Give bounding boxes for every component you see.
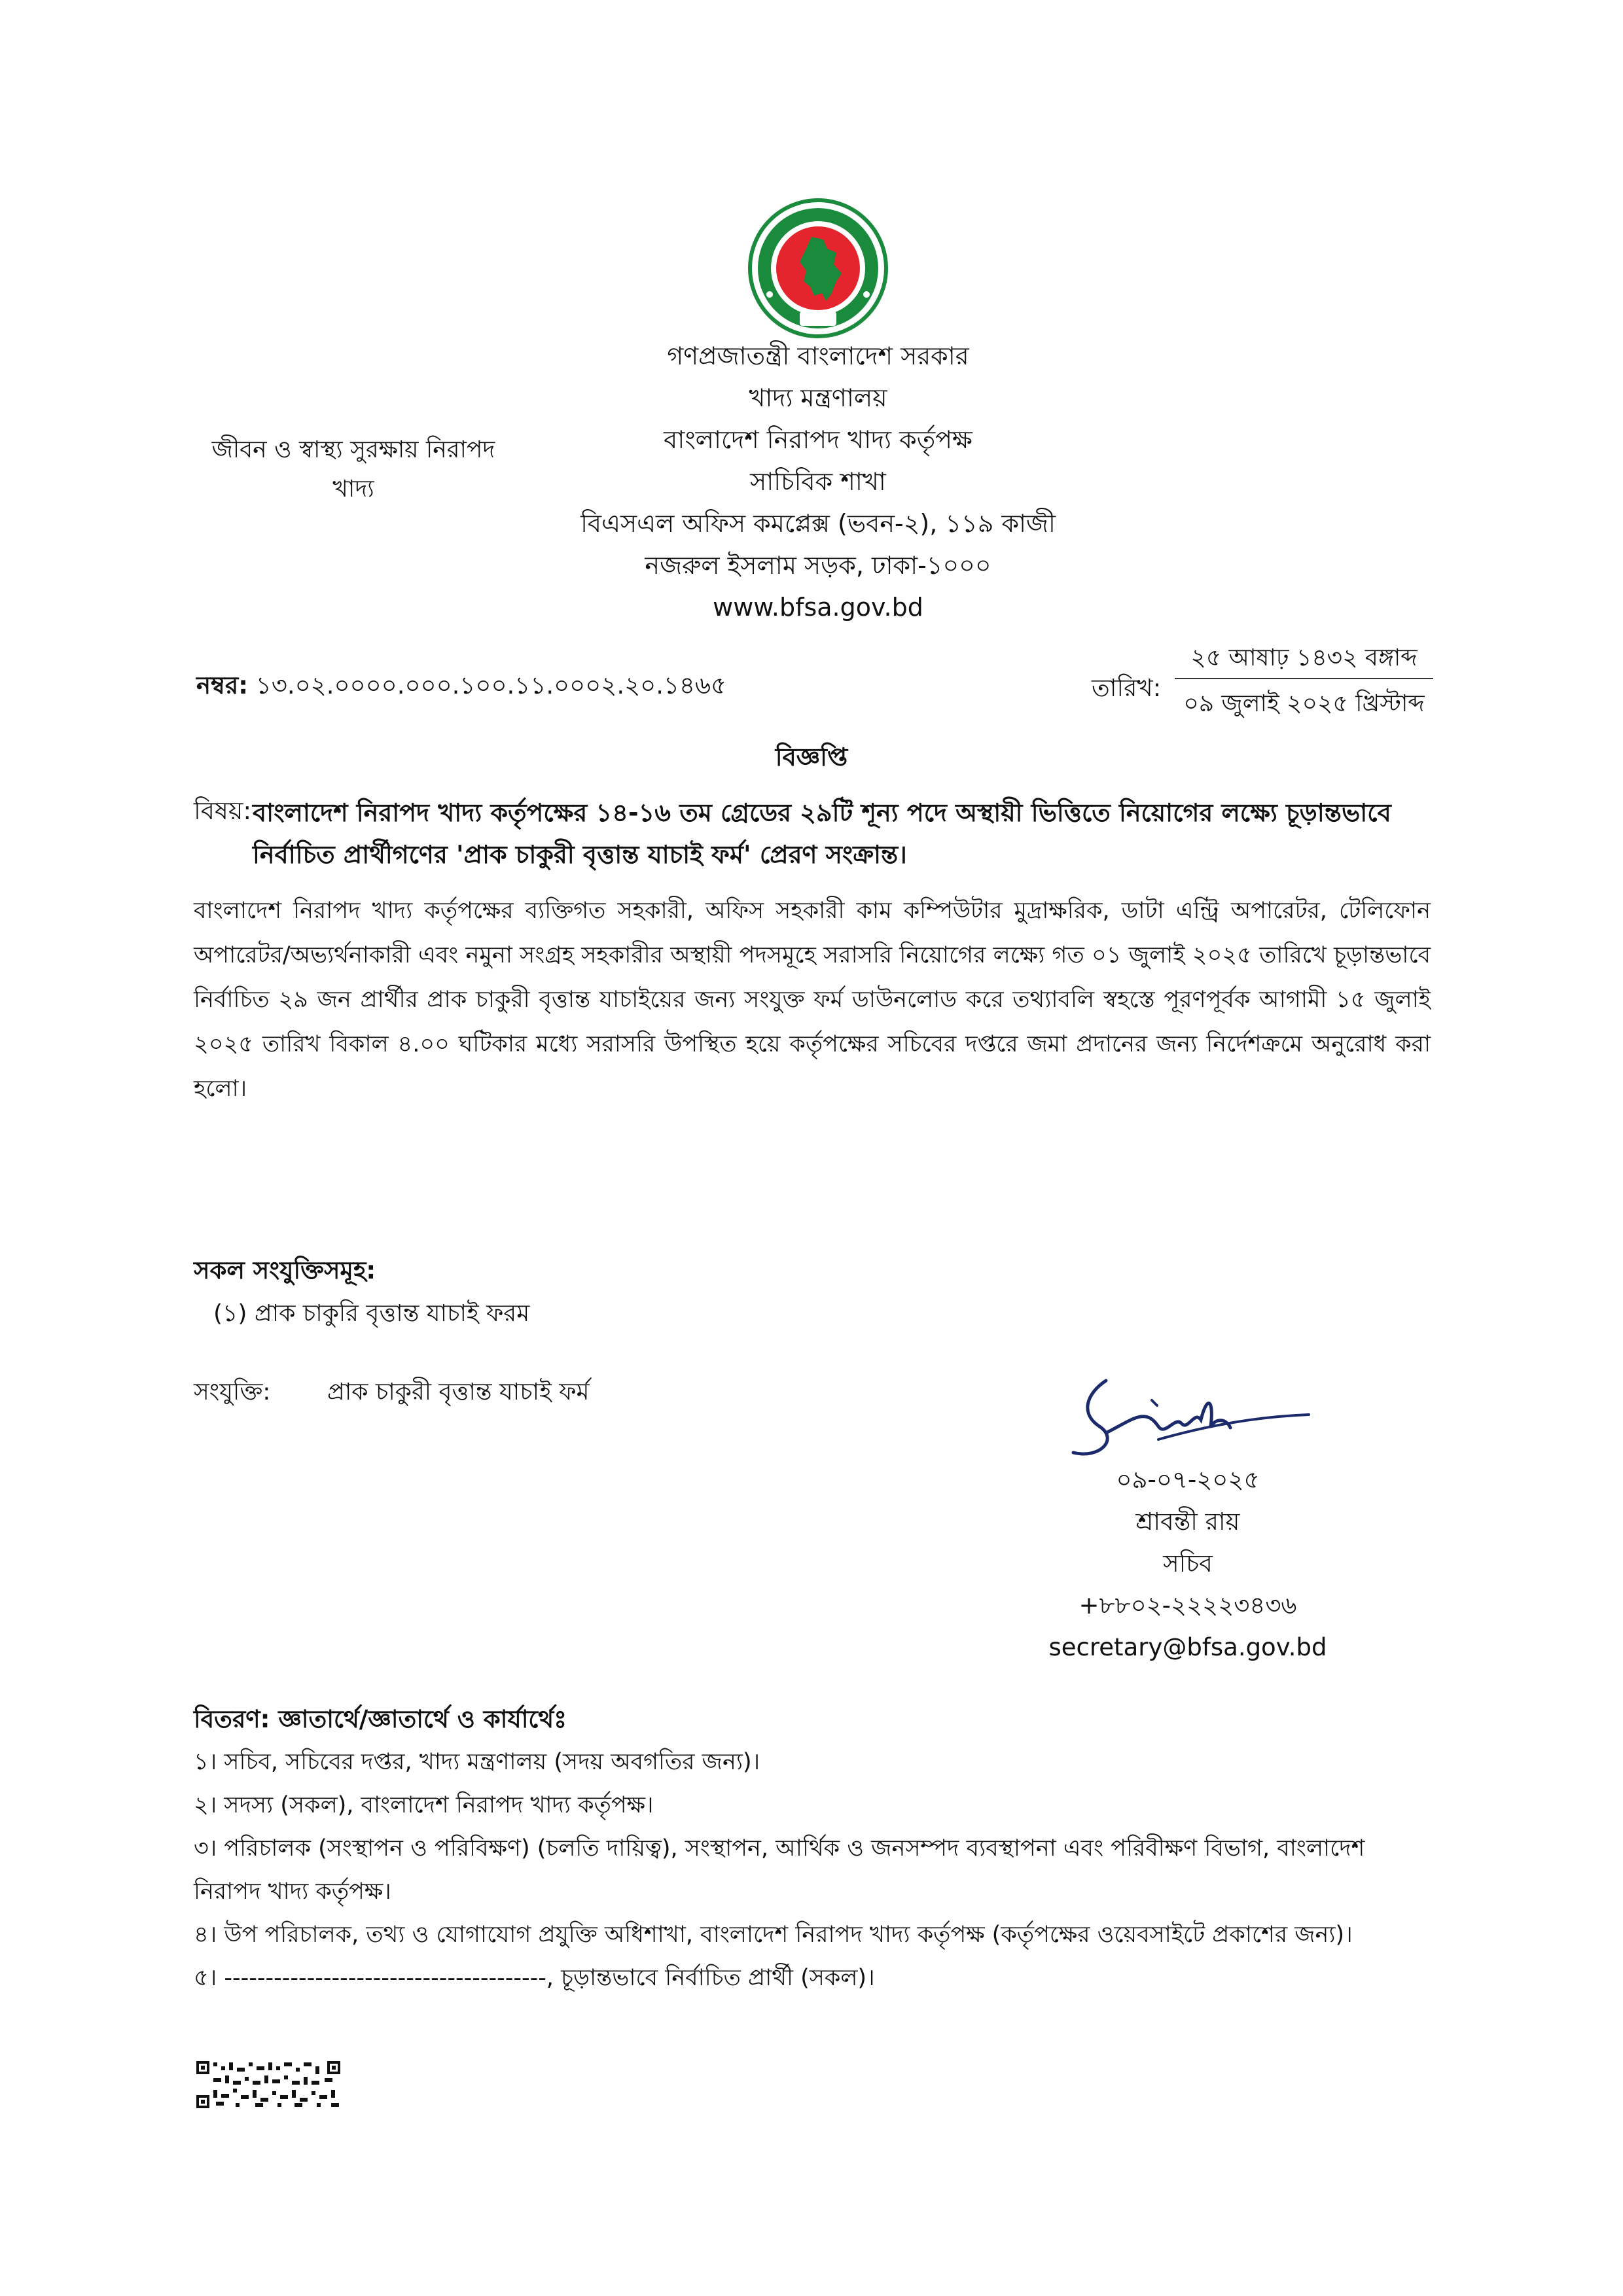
distribution-heading: বিতরণ: জ্ঞাতার্থে/জ্ঞাতার্থে ও কার্যার্থেঃ bbox=[194, 1705, 567, 1733]
date-divider bbox=[1175, 678, 1433, 679]
header-line-address-1: বিএসএল অফিস কমপ্লেক্স (ভবন-২), ১১৯ কাজী bbox=[580, 509, 1056, 538]
distribution-item: ৫। ---------------------------------------, চূড়ান্তভাবে নির্বাচিত প্রার্থী (সকল)। bbox=[194, 1965, 875, 1991]
header-line-government: গণপ্রজাতন্ত্রী বাংলাদেশ সরকার bbox=[667, 342, 969, 370]
header-line-authority: বাংলাদেশ নিরাপদ খাদ্য কর্তৃপক্ষ bbox=[664, 425, 972, 454]
signatory-designation: সচিব bbox=[1163, 1549, 1213, 1578]
attachment-item[interactable]: (১) প্রাক চাকুরি বৃত্তান্ত যাচাই ফরম bbox=[213, 1300, 530, 1327]
government-emblem-icon bbox=[746, 196, 890, 340]
distribution-item: ২। সদস্য (সকল), বাংলাদেশ নিরাপদ খাদ্য কর্তৃপক্ষ। bbox=[194, 1792, 654, 1818]
attachments-heading: সকল সংযুক্তিসমূহ: bbox=[194, 1256, 376, 1284]
enclosure-link[interactable]: প্রাক চাকুরী বৃত্তান্ত যাচাই ফর্ম bbox=[327, 1379, 590, 1405]
signatory-block bbox=[1008, 1459, 1368, 1669]
signature-date: ০৯-০৭-২০২৫ bbox=[1116, 1466, 1260, 1494]
motto-text: জীবন ও স্বাস্থ্য সুরক্ষায় নিরাপদ খাদ্য bbox=[211, 436, 495, 503]
distribution-item: ১। সচিব, সচিবের দপ্তর, খাদ্য মন্ত্রণালয় (সদয় অবগতির জন্য)। bbox=[194, 1749, 760, 1775]
memo-number-label: নম্বর: bbox=[196, 671, 249, 699]
qr-code-icon bbox=[196, 2061, 340, 2108]
enclosure-label: সংযুক্তি: bbox=[194, 1379, 271, 1405]
office-header bbox=[537, 335, 1099, 628]
header-line-address-2: নজরুল ইসলাম সড়ক, ঢাকা-১০০০ bbox=[645, 551, 991, 580]
signature-image bbox=[1060, 1354, 1322, 1466]
distribution-list bbox=[194, 1740, 1437, 2000]
date-label: তারিখ: bbox=[1092, 674, 1162, 702]
signatory-name: শ্রাবন্তী রায় bbox=[1135, 1508, 1240, 1536]
subject-text: বাংলাদেশ নিরাপদ খাদ্য কর্তৃপক্ষের ১৪-১৬ তম গ্রেডের ২৯টি শূন্য পদে অস্থায়ী ভিত্তিতে নিয়োগের লক্ষ্যে চূড়ান্তভাবে নির্বাচিত প্রার্থীগণের 'প্রাক চাকুরী বৃত্তান্ত যাচাই ফর্ম' প্রেরণ সংক্রান্ত। bbox=[253, 798, 1391, 869]
header-line-ministry: খাদ্য মন্ত্রণালয় bbox=[749, 383, 887, 412]
notice-body: বাংলাদেশ নিরাপদ খাদ্য কর্তৃপক্ষের ব্যক্তিগত সহকারী, অফিস সহকারী কাম কম্পিউটার মুদ্রাক্ষরিক, ডাটা এন্ট্রি অপারেটর, টেলিফোন অপারেটর/অভ্যর্থনাকারী এবং নমুনা সংগ্রহ সহকারীর অস্থায়ী পদসমূহে সরাসরি নিয়োগের লক্ষ্যে গত ০১ জুলাই ২০২৫ তারিখে চূড়ান্তভাবে নির্বাচিত ২৯ জন প্রার্থীর প্রাক চাকুরী বৃত্তান্ত যাচাইয়ের জন্য সংযুক্ত ফর্ম ডাউনলোড করে তথ্যাবলি স্বহস্তে পূরণপূর্বক আগামী ১৫ জুলাই ২০২৫ তারিখ বিকাল ৪.০০ ঘটিকার মধ্যে সরাসরি উপস্থিত হয়ে কর্তৃপক্ষের সচিবের দপ্তরে জমা প্রদানের জন্য নির্দেশক্রমে অনুরোধ করা হলো। bbox=[194, 898, 1431, 1102]
subject-label: বিষয়: bbox=[194, 796, 252, 825]
date-english: ০৯ জুলাই ২০২৫ খ্রিস্টাব্দ bbox=[1183, 690, 1425, 717]
memo-number bbox=[196, 666, 726, 707]
signatory-phone: +৮৮০২-২২২২৩৪৩৬ bbox=[1079, 1591, 1297, 1619]
notice-title: বিজ্ঞপ্তি bbox=[775, 743, 848, 771]
distribution-item: ৪। উপ পরিচালক, তথ্য ও যোগাযোগ প্রযুক্তি অধিশাখা, বাংলাদেশ নিরাপদ খাদ্য কর্তৃপক্ষ (কর্তৃপক্ষের ওয়েবসাইটে প্রকাশের জন্য)। bbox=[194, 1922, 1353, 1948]
distribution-item: ৩। পরিচালক (সংস্থাপন ও পরিবিক্ষণ) (চলতি দায়িত্ব), সংস্থাপন, আর্থিক ও জনসম্পদ ব্যবস্থাপনা এবং পরিবীক্ষণ বিভাগ, বাংলাদেশ নিরাপদ খাদ্য কর্তৃপক্ষ। bbox=[194, 1835, 1365, 1905]
date-bangla: ২৫ আষাঢ় ১৪৩২ বঙ্গাব্দ bbox=[1190, 645, 1418, 671]
signatory-email[interactable]: secretary@bfsa.gov.bd bbox=[1048, 1633, 1327, 1661]
memo-number-value: ১৩.০২.০০০০.০০০.১০০.১১.০০০২.২০.১৪৬৫ bbox=[255, 671, 727, 699]
header-line-website: www.bfsa.gov.bd bbox=[713, 593, 923, 622]
header-line-branch: সাচিবিক শাখা bbox=[750, 467, 886, 496]
